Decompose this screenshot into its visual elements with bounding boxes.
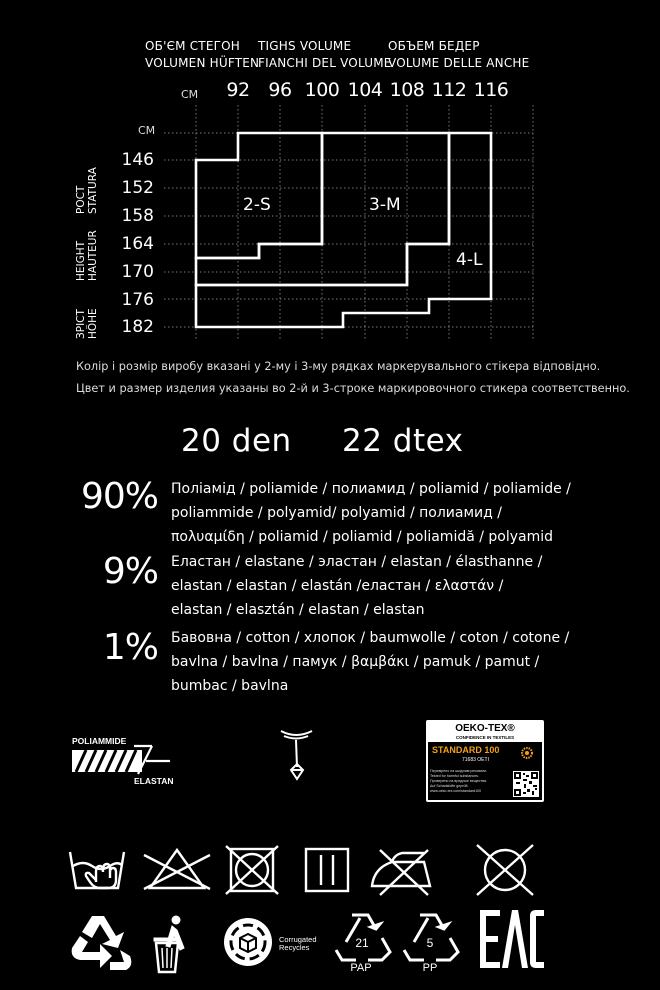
hand-wash-icon: [70, 852, 124, 888]
eac-mark-icon: [480, 910, 544, 968]
grid-lines: [164, 105, 533, 340]
oeko-tex-standard: [428, 742, 542, 768]
oeko-tex-sun-icon: [520, 746, 534, 760]
oeko-tex-subtitle: CONFIDENCE IN TEXTILES: [455, 735, 515, 740]
composition-percent: 9%: [102, 551, 158, 592]
height-value: 158: [121, 206, 154, 226]
trash-bin-icon: [154, 916, 184, 972]
width-value: 108: [389, 79, 425, 101]
size-note-ua: Колір і розмір виробу вказані у 2-му і 3-му рядках маркерувального стікера відповідно.: [76, 360, 601, 373]
width-value: 112: [431, 79, 467, 101]
size-regions: [196, 133, 491, 327]
composition-line: Еластан / elastane / эластан / elastan / élasthanne /: [171, 554, 543, 570]
oeko-tex-title: OEKO-TEX®: [455, 723, 515, 734]
composition-percent: 90%: [80, 476, 158, 517]
height-value: 146: [121, 150, 154, 170]
pp-number: 5: [426, 936, 434, 950]
composition-line: bavlna / bavlna / памук / βαμβάκι / pamuk / pamut /: [171, 654, 540, 670]
height-label-ru-it: [75, 167, 99, 214]
height-label-ua-de: [75, 308, 99, 339]
oeko-tex-label: [426, 720, 544, 802]
composition-line: poliammide / polyamid/ polyamid / полиамид /: [171, 505, 502, 521]
width-value: 100: [304, 79, 340, 101]
header-text: ОБ'ЄМ СТЕГОН: [145, 39, 241, 53]
size-label-s: 2-S: [243, 195, 271, 215]
header-text: ОБЪЕМ БЕДЕР: [388, 39, 480, 53]
composition-line: Поліамід / poliamide / полиамид / poliamid / poliamide /: [171, 481, 571, 497]
width-value: 116: [473, 79, 509, 101]
fabric-top-label: POLIAMMIDE: [72, 736, 127, 746]
composition-materials: [171, 477, 571, 549]
composition-line: elastan / elastan / elastán /еластан / ελαστάν /: [171, 578, 504, 594]
pp-label: PP: [422, 962, 438, 974]
composition-percent: 1%: [102, 627, 158, 668]
composition-materials: [171, 626, 569, 698]
do-not-dry-clean-icon: [477, 845, 533, 895]
header-text: VOLUMEN HÜFTEN: [145, 56, 260, 70]
fabric-bottom-label: ELASTAN: [134, 776, 174, 786]
height-label-text: ЗРІСТ: [75, 309, 87, 339]
size-note-ru: Цвет и размер изделия указаны во 2-й и 3-строке маркировочного стикера соответственно.: [76, 382, 630, 395]
height-value: 164: [121, 234, 154, 254]
oeko-tex-info: [428, 768, 542, 800]
size-label-m: 3-M: [369, 195, 401, 215]
height-label-text: РОСТ: [75, 185, 87, 214]
corrugated-label: [279, 936, 317, 952]
corrugated-label-line: Corrugated: [279, 935, 317, 944]
pap-number: 21: [355, 936, 369, 950]
height-value: 152: [121, 178, 154, 198]
width-unit: СМ: [181, 88, 199, 101]
header-text: FIANCHI DEL VOLUME: [258, 56, 392, 70]
height-label-text: HAUTEUR: [87, 230, 99, 281]
density-dtex: 22 dtex: [342, 423, 464, 459]
oeko-tex-info-line: Tested for harmful substances.: [430, 774, 479, 778]
height-label-en-fr: [75, 230, 99, 281]
header-text: TIGHS VOLUME: [258, 39, 352, 53]
size-region-m: [196, 133, 449, 285]
composition-line: πολυαμίδη / poliamid / poliamid / poliamidă / polyamid: [171, 529, 554, 545]
width-value: 96: [268, 79, 292, 101]
recycle-icon: [72, 916, 132, 970]
size-label-l: 4-L: [456, 250, 483, 270]
corrugated-recycles-icon: [224, 918, 272, 966]
oeko-tex-info-line: Auf Schadstoffe geprüft.: [430, 784, 469, 788]
height-unit: СМ: [138, 124, 156, 137]
hips-volume-header-ua: [145, 38, 259, 72]
oeko-tex-standard-text: STANDARD 100: [432, 745, 500, 755]
do-not-tumble-dry-icon: [226, 846, 278, 894]
density-den: 20 den: [181, 423, 292, 459]
do-not-iron-icon: [372, 850, 430, 895]
height-value: 176: [121, 290, 154, 310]
oeko-tex-info-line: Проверено на вредные вещества.: [430, 779, 487, 783]
pap-label: PAP: [350, 962, 372, 974]
height-label-text: HEIGHT: [75, 240, 87, 281]
height-value: 170: [121, 262, 154, 282]
height-value: 182: [121, 317, 154, 337]
height-label-text: STATURA: [87, 167, 99, 214]
composition-line: bumbac / bavlna: [171, 678, 289, 694]
line-dry-icon: [306, 849, 348, 891]
width-value: 104: [347, 79, 383, 101]
composition-line: Бавовна / cotton / хлопок / baumwolle / coton / cotone /: [171, 630, 570, 646]
header-text: VOLUME DELLE ANCHE: [388, 56, 530, 70]
oeko-tex-code: 71683 OETI: [462, 757, 489, 763]
fabric-structure-icon: [72, 736, 187, 786]
height-label-text: HÖHE: [87, 308, 99, 339]
oeko-tex-qr-icon: [513, 771, 539, 797]
corrugated-label-line: Recycles: [279, 943, 310, 952]
composition-line: elastan / elasztán / elastan / elastan: [171, 602, 425, 618]
oeko-tex-url: www.oeko-tex.com/standard100: [430, 789, 482, 793]
hips-volume-header-en: [258, 38, 392, 72]
oeko-tex-info-line: Перевірено на шкідливі речовини.: [430, 769, 488, 773]
hips-volume-header-ru: [388, 38, 529, 72]
size-region-l: [196, 133, 491, 327]
composition-materials: [171, 550, 542, 622]
width-value: 92: [226, 79, 250, 101]
do-not-bleach-icon: [144, 850, 210, 889]
